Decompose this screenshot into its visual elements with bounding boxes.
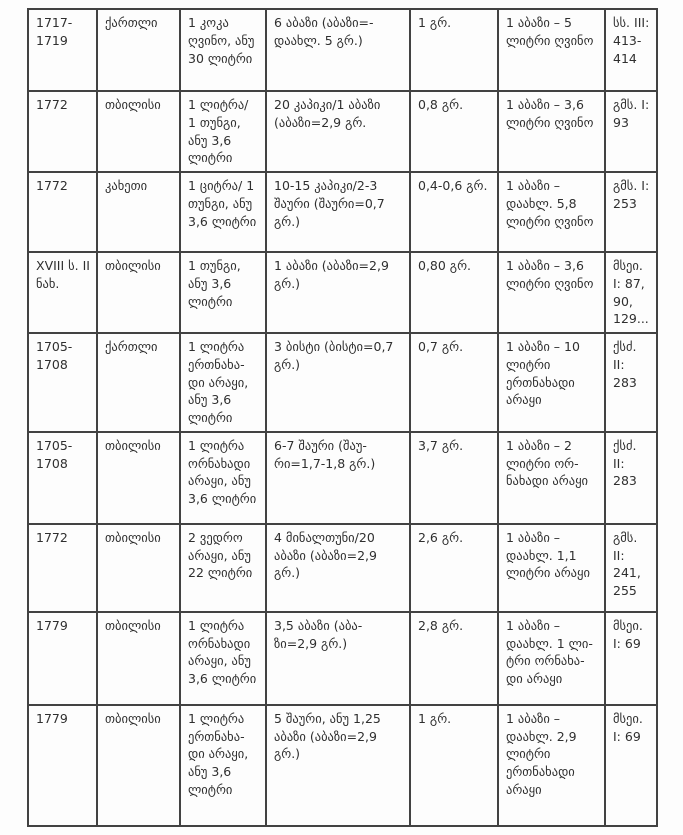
cell-quantity: 1 ციტრა/ 1 თუნგი, ანუ 3,6 ლიტრი: [180, 172, 266, 252]
cell-place: ქართლი: [97, 333, 180, 432]
cell-equivalent: 1 აბაზი – დაახლ. 1 ლი- ტრი ორნახა- დი არაყი: [498, 612, 605, 705]
cell-equivalent: 1 აბაზი – დაახლ. 5,8 ლიტრი ღვინო: [498, 172, 605, 252]
cell-equivalent: 1 აბაზი – 10 ლიტრი ერთნახადი არაყი: [498, 333, 605, 432]
table-row: [28, 524, 657, 612]
cell-silver: 1 გრ.: [410, 9, 498, 91]
cell-date: 1772: [28, 172, 97, 252]
cell-place: თბილისი: [97, 91, 180, 172]
cell-place: თბილისი: [97, 432, 180, 524]
cell-place: თბილისი: [97, 612, 180, 705]
cell-quantity: 2 ვედრო არაყი, ანუ 22 ლიტრი: [180, 524, 266, 612]
cell-silver: 3,7 გრ.: [410, 432, 498, 524]
cell-equivalent: 1 აბაზი – დაახლ. 1,1 ლიტრი არაყი: [498, 524, 605, 612]
cell-date: 1717- 1719: [28, 9, 97, 91]
table-row: [28, 705, 657, 826]
cell-place: ქართლი: [97, 9, 180, 91]
cell-source: მსეი. I: 69: [605, 612, 657, 705]
cell-source: გმს. II: 241, 255: [605, 524, 657, 612]
cell-date: 1779: [28, 705, 97, 826]
cell-quantity: 1 კოკა ღვინო, ანუ 30 ლიტრი: [180, 9, 266, 91]
cell-source: ქსძ. II: 283: [605, 333, 657, 432]
cell-price: 5 შაური, ანუ 1,25 აბაზი (აბაზი=2,9 გრ.): [266, 705, 410, 826]
cell-date: XVIII ს. II ნახ.: [28, 252, 97, 333]
cell-date: 1779: [28, 612, 97, 705]
cell-silver: 0,8 გრ.: [410, 91, 498, 172]
cell-equivalent: 1 აბაზი – 2 ლიტრი ორ- ნახადი არაყი: [498, 432, 605, 524]
cell-date: 1705- 1708: [28, 432, 97, 524]
cell-date: 1772: [28, 91, 97, 172]
table-row: [28, 612, 657, 705]
cell-equivalent: 1 აბაზი – დაახლ. 2,9 ლიტრი ერთნახადი არაყი: [498, 705, 605, 826]
cell-source: სს. III: 413- 414: [605, 9, 657, 91]
cell-quantity: 1 თუნგი, ანუ 3,6 ლიტრი: [180, 252, 266, 333]
wine-spirits-price-table: [27, 8, 658, 827]
cell-equivalent: 1 აბაზი – 3,6 ლიტრი ღვინო: [498, 91, 605, 172]
cell-price: 4 მინალთუნი/20 აბაზი (აბაზი=2,9 გრ.): [266, 524, 410, 612]
cell-quantity: 1 ლიტრა/ 1 თუნგი, ანუ 3,6 ლიტრი: [180, 91, 266, 172]
table-row: [28, 252, 657, 333]
table-row: [28, 91, 657, 172]
table-row: [28, 172, 657, 252]
cell-quantity: 1 ლიტრა ორნახადი არაყი, ანუ 3,6 ლიტრი: [180, 432, 266, 524]
cell-silver: 0,80 გრ.: [410, 252, 498, 333]
cell-source: გმს. I: 253: [605, 172, 657, 252]
cell-place: თბილისი: [97, 705, 180, 826]
cell-quantity: 1 ლიტრა ორნახადი არაყი, ანუ 3,6 ლიტრი: [180, 612, 266, 705]
table-row: [28, 333, 657, 432]
cell-source: ქსძ. II: 283: [605, 432, 657, 524]
cell-price: 10-15 კაპიკი/2-3 შაური (შაური=0,7 გრ.): [266, 172, 410, 252]
cell-source: გმს. I: 93: [605, 91, 657, 172]
cell-source: მსეი. I: 87, 90, 129...: [605, 252, 657, 333]
cell-date: 1705- 1708: [28, 333, 97, 432]
cell-price: 1 აბაზი (აბაზი=2,9 გრ.): [266, 252, 410, 333]
cell-place: თბილისი: [97, 252, 180, 333]
cell-equivalent: 1 აბაზი – 5 ლიტრი ღვინო: [498, 9, 605, 91]
cell-quantity: 1 ლიტრა ერთნახა- დი არაყი, ანუ 3,6 ლიტრი: [180, 333, 266, 432]
cell-date: 1772: [28, 524, 97, 612]
cell-price: 3 ბისტი (ბისტი=0,7 გრ.): [266, 333, 410, 432]
cell-silver: 2,6 გრ.: [410, 524, 498, 612]
cell-silver: 0,4-0,6 გრ.: [410, 172, 498, 252]
cell-silver: 2,8 გრ.: [410, 612, 498, 705]
cell-price: 6 აბაზი (აბაზი=- დაახლ. 5 გრ.): [266, 9, 410, 91]
cell-price: 20 კაპიკი/1 აბაზი (აბაზი=2,9 გრ.: [266, 91, 410, 172]
cell-silver: 1 გრ.: [410, 705, 498, 826]
cell-price: 3,5 აბაზი (აბა- ზი=2,9 გრ.): [266, 612, 410, 705]
cell-silver: 0,7 გრ.: [410, 333, 498, 432]
cell-quantity: 1 ლიტრა ერთნახა- დი არაყი, ანუ 3,6 ლიტრი: [180, 705, 266, 826]
cell-price: 6-7 შაური (შაუ- რი=1,7-1,8 გრ.): [266, 432, 410, 524]
cell-place: თბილისი: [97, 524, 180, 612]
cell-equivalent: 1 აბაზი – 3,6 ლიტრი ღვინო: [498, 252, 605, 333]
cell-source: მსეი. I: 69: [605, 705, 657, 826]
cell-place: კახეთი: [97, 172, 180, 252]
table-row: [28, 9, 657, 91]
table-row: [28, 432, 657, 524]
